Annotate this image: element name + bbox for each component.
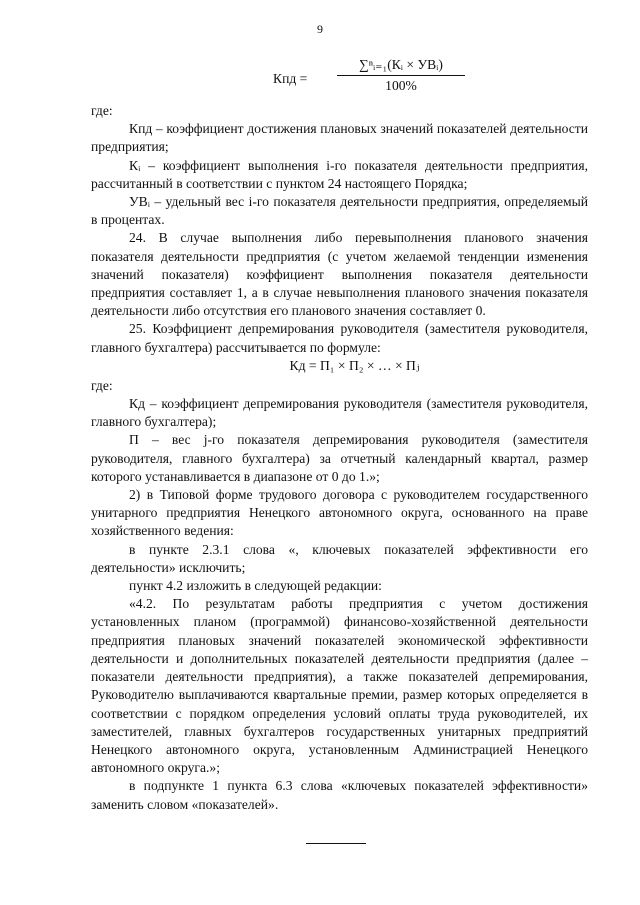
definition-kd: Кд – коэффициент депремирования руководителя (заместителя руководителя, главного бухгалтера); [91,396,588,430]
paragraph-6-3: в подпункте 1 пункта 6.3 слова «ключевых показателей эффективности» заменить словом «показателей». [91,778,588,812]
definition-p: П – вес j-го показателя депремирования руководителя (заместителя руководителя, главного бухгалтера) за отчетный календарный квартал, размер которого устанавливается в диапазоне от 0 до 1.»; [91,432,588,484]
paragraph-2-3-1: в пункте 2.3.1 слова «, ключевых показателей эффективности его деятельности» исключить; [91,541,588,575]
paragraph-4-2-intro: пункт 4.2 изложить в следующей редакции: [129,578,382,594]
where-label-2: где: [91,377,113,393]
end-rule [306,843,366,844]
formula-kpd [91,56,588,102]
page-number: 9 [317,22,323,36]
paragraph-25: 25. Коэффициент депремирования руководителя (заместителя руководителя, главного бухгалтера) рассчитывается по формуле: [91,321,588,355]
document-body [91,56,588,814]
paragraph-item-2: 2) в Типовой форме трудового договора с руководителем государственного унитарного предприятия Ненецкого автономного округа, основанного на праве хозяйственного ведения: [91,487,588,539]
paragraph-24: 24. В случае выполнения либо перевыполнения планового значения показателя деятельности предприятия (с учетом желаемой тенденции изменения значений показателя) коэффициент выполнения показателя деятельности предприятия составляет 1, а в случае невыполнения планового значения показателя деятельности либо отсутствия его планового значения составляет 0. [91,230,588,319]
formula-kpd-numerator: ∑ⁿᵢ₌₁(Кᵢ × УВᵢ) [337,56,465,76]
formula-kd: Кд = П₁ × П₂ × … × Пⱼ [289,357,420,373]
formula-kpd-lhs: Кпд = [273,71,308,86]
definition-ki: Кᵢ – коэффициент выполнения i-го показателя деятельности предприятия, рассчитанный в соответствии с пунктом 24 настоящего Порядка; [91,157,588,191]
definition-uvi: УВᵢ – удельный вес i-го показателя деятельности предприятия, определяемый в процентах. [91,194,588,228]
formula-kpd-fraction [337,56,465,95]
where-label-1: где: [91,103,113,118]
formula-kpd-denominator: 100% [385,78,417,94]
definition-kpd: Кпд – коэффициент достижения плановых значений показателей деятельности предприятия; [91,121,588,155]
paragraph-4-2: «4.2. По результатам работы предприятия с учетом достижения установленных планом (программой) финансово-хозяйственной деятельности предприятия плановых значений показателей экономической эффективности деятельности и дополнительных показателей деятельности предприятия (далее – показатели деятельности предприятия), а также показателей депремирования, Руководителю выплачиваются квартальные премии, размер которых определяется в соответствии с порядком определения условий оплаты труда руководителей, их заместителей, главных бухгалтеров государственных унитарных предприятий Ненецкого автономного округа, установленным Администрацией Ненецкого автономного округа.»; [91,596,588,776]
